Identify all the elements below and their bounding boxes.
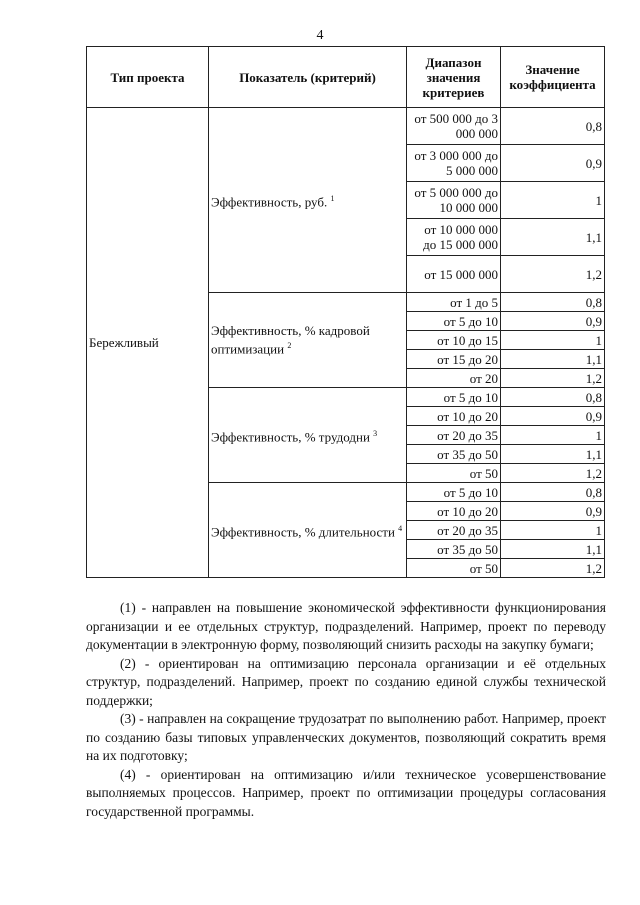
value-cell: 1,2 <box>501 464 605 483</box>
range-cell: от 15 000 000 <box>407 256 501 293</box>
value-cell: 1,1 <box>501 540 605 559</box>
range-cell: от 500 000 до 3 000 000 <box>407 108 501 145</box>
table-header-row <box>87 47 605 108</box>
range-cell: от 3 000 000 до 5 000 000 <box>407 145 501 182</box>
value-cell: 1,2 <box>501 256 605 293</box>
value-cell: 0,9 <box>501 502 605 521</box>
value-cell: 0,8 <box>501 388 605 407</box>
range-cell: от 10 до 20 <box>407 407 501 426</box>
value-cell: 1 <box>501 521 605 540</box>
footnote-mark: 4 <box>398 523 403 533</box>
indicator-cell <box>209 483 407 578</box>
page-number: 4 <box>316 28 324 43</box>
footnotes <box>86 599 606 821</box>
range-cell: от 20 до 35 <box>407 426 501 445</box>
value-cell: 1,1 <box>501 350 605 369</box>
footnote-2: (2) - ориентирован на оптимизацию персонала организации и её отдельных структур, подразделений. Например, проект по созданию единой службы технической поддержки; <box>86 655 606 708</box>
indicator-label: Эффективность, % кадровой оптимизации <box>211 323 370 357</box>
value-cell: 0,9 <box>501 312 605 331</box>
value-cell: 1,2 <box>501 559 605 578</box>
value-cell: 0,9 <box>501 145 605 182</box>
value-cell: 1 <box>501 331 605 350</box>
range-cell: от 15 до 20 <box>407 350 501 369</box>
range-cell: от 20 <box>407 369 501 388</box>
footnote-4: (4) - ориентирован на оптимизацию и/или техническое усовершенствование выполняемых процессов. Например, проект по оптимизации процедуры согласования государственной программы. <box>86 766 606 819</box>
range-cell: от 5 до 10 <box>407 388 501 407</box>
indicator-cell <box>209 108 407 293</box>
value-cell: 0,8 <box>501 293 605 312</box>
value-cell: 1,1 <box>501 219 605 256</box>
range-cell: от 5 до 10 <box>407 483 501 502</box>
indicator-label: Эффективность, % длительности <box>211 524 395 540</box>
value-cell: 1 <box>501 426 605 445</box>
range-cell: от 50 <box>407 464 501 483</box>
indicator-cell <box>209 293 407 388</box>
indicator-label: Эффективность, % трудодни <box>211 429 370 445</box>
indicator-label: Эффективность, руб. <box>211 194 328 210</box>
range-cell: от 5 до 10 <box>407 312 501 331</box>
value-cell: 0,8 <box>501 108 605 145</box>
footnote-mark: 2 <box>287 341 292 351</box>
value-cell: 1 <box>501 182 605 219</box>
range-cell: от 35 до 50 <box>407 445 501 464</box>
value-cell: 1,2 <box>501 369 605 388</box>
header-project-type: Тип проекта <box>87 47 209 108</box>
header-indicator: Показатель (критерий) <box>209 47 407 108</box>
header-range: Диапазон значения критериев <box>407 47 501 108</box>
header-value: Значение коэффициента <box>501 47 605 108</box>
range-cell: от 35 до 50 <box>407 540 501 559</box>
value-cell: 1,1 <box>501 445 605 464</box>
indicator-cell <box>209 388 407 483</box>
range-cell: от 10 до 20 <box>407 502 501 521</box>
footnote-mark: 1 <box>330 193 335 203</box>
table-row <box>87 108 605 145</box>
range-cell: от 5 000 000 до 10 000 000 <box>407 182 501 219</box>
range-cell: от 50 <box>407 559 501 578</box>
coefficient-table <box>86 46 605 578</box>
value-cell: 0,8 <box>501 483 605 502</box>
range-cell: от 1 до 5 <box>407 293 501 312</box>
footnote-3: (3) - направлен на сокращение трудозатрат по выполнению работ. Например, проект по созданию базы типовых управленческих документов, позволяющий сократить время на их подготовку; <box>86 711 606 763</box>
range-cell: от 10 до 15 <box>407 331 501 350</box>
footnote-1: (1) - направлен на повышение экономической эффективности функционирования организации и ее отдельных структур, подразделений. Например, проект по переводу документации в электронную форму, позволяющий снизить расходы на закупку бумаги; <box>86 600 606 652</box>
footnote-mark: 3 <box>373 428 378 438</box>
range-cell: от 10 000 000 до 15 000 000 <box>407 219 501 256</box>
range-cell: от 20 до 35 <box>407 521 501 540</box>
value-cell: 0,9 <box>501 407 605 426</box>
project-type-cell: Бережливый <box>87 108 209 578</box>
